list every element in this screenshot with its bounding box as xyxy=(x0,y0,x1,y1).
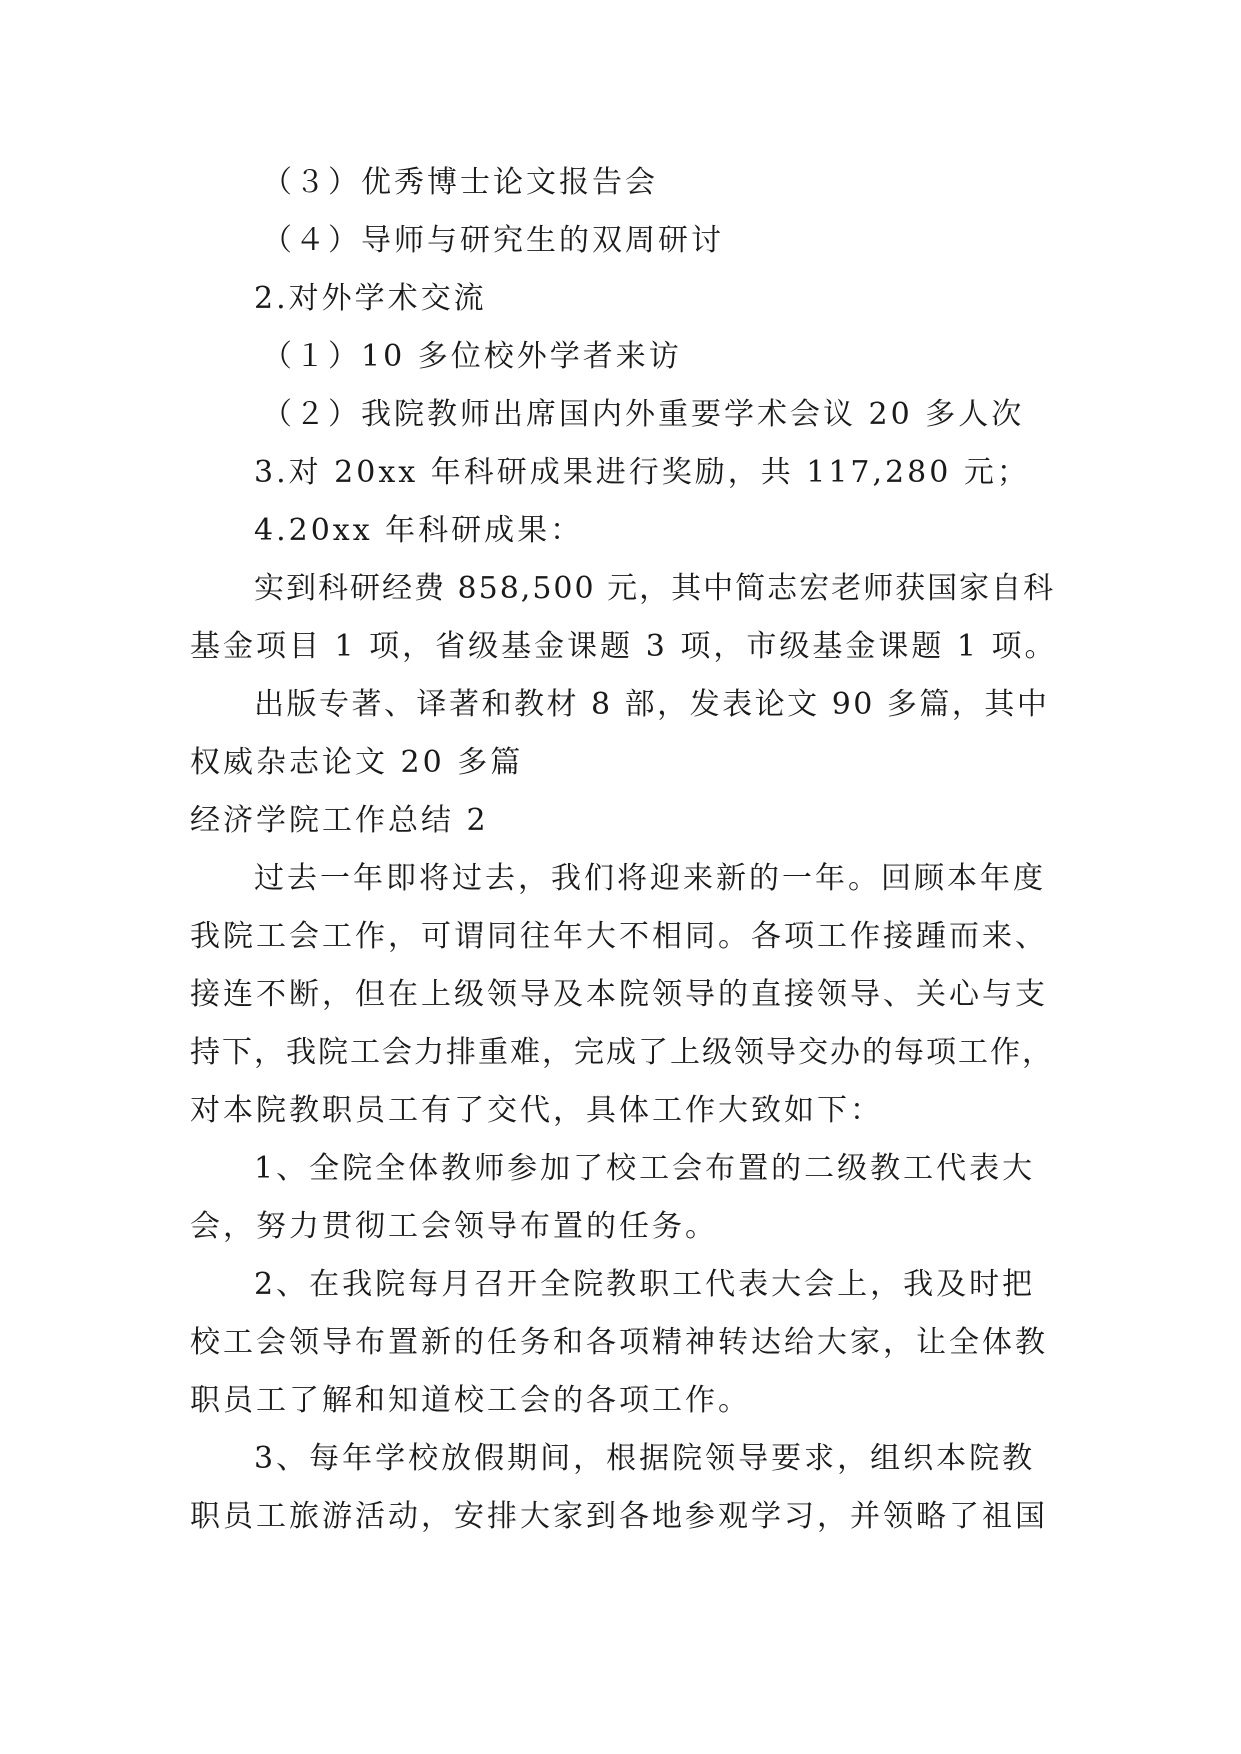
paragraph-line: 职员工旅游活动，安排大家到各地参观学习，并领略了祖国 xyxy=(190,1499,1048,1534)
paragraph-line: 过去一年即将过去，我们将迎来新的一年。回顾本年度 xyxy=(254,861,1046,896)
list-item-4: 4.20xx 年科研成果： xyxy=(254,513,584,548)
sub-item-4: （４）导师与研究生的双周研讨 xyxy=(262,223,724,258)
paragraph-line: 对本院教职员工有了交代，具体工作大致如下： xyxy=(190,1093,883,1128)
sub-item-2: （２）我院教师出席国内外重要学术会议 20 多人次 xyxy=(262,397,1025,432)
paragraph-line: 出版专著、译著和教材 8 部，发表论文 90 多篇，其中 xyxy=(254,687,1050,722)
paragraph-line: 会，努力贯彻工会领导布置的任务。 xyxy=(190,1209,718,1244)
paragraph-line: 权威杂志论文 20 多篇 xyxy=(190,745,524,780)
paragraph-line: 校工会领导布置新的任务和各项精神转达给大家，让全体教 xyxy=(190,1325,1048,1360)
paragraph-line: 职员工了解和知道校工会的各项工作。 xyxy=(190,1383,751,1418)
sub-item-1: （１）10 多位校外学者来访 xyxy=(262,339,682,374)
document-title: 经济学院工作总结 2 xyxy=(190,803,489,838)
paragraph-line: 实到科研经费 858,500 元，其中简志宏老师获国家自科 xyxy=(254,571,1056,606)
section-heading: 2.对外学术交流 xyxy=(254,281,487,316)
paragraph-line: 2、在我院每月召开全院教职工代表大会上，我及时把 xyxy=(254,1267,1036,1302)
paragraph-line: 我院工会工作，可谓同往年大不相同。各项工作接踵而来、 xyxy=(190,919,1048,954)
paragraph-line: 持下，我院工会力排重难，完成了上级领导交办的每项工作， xyxy=(190,1035,1054,1070)
paragraph-line: 3、每年学校放假期间，根据院领导要求，组织本院教 xyxy=(254,1441,1036,1476)
list-item-3: 3.对 20xx 年科研成果进行奖励，共 117,280 元； xyxy=(254,455,1030,490)
paragraph-line: 1、全院全体教师参加了校工会布置的二级教工代表大 xyxy=(254,1151,1036,1186)
paragraph-line: 接连不断，但在上级领导及本院领导的直接领导、关心与支 xyxy=(190,977,1048,1012)
sub-item-3: （３）优秀博士论文报告会 xyxy=(262,165,658,200)
paragraph-line: 基金项目 1 项，省级基金课题 3 项，市级基金课题 1 项。 xyxy=(190,629,1058,664)
